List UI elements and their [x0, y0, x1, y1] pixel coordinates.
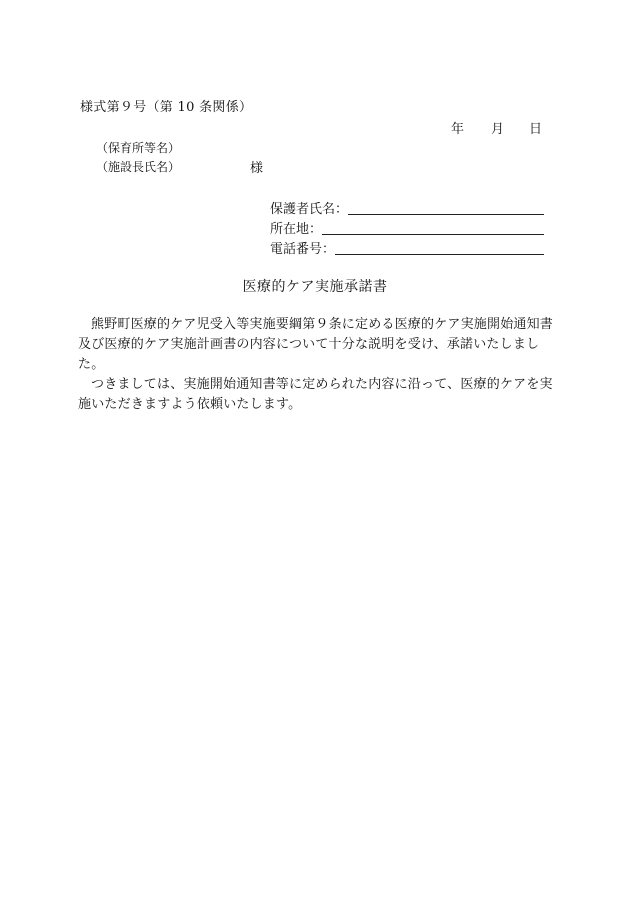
phone-field[interactable] [270, 238, 544, 257]
phone-label: 電話番号： [270, 242, 336, 257]
form-number: 様式第９号（第 10 条関係） [80, 100, 253, 115]
body-paragraph-1: 熊野町医療的ケア児受入等実施要綱第９条に定める医療的ケア実施開始通知書及び医療的ケア実施計画書の内容について十分な説明を受け、承諾いたしました。 [78, 317, 554, 372]
document-title: 医療的ケア実施承諾書 [242, 279, 388, 295]
addressee-facility: （保育所等名） [96, 141, 181, 155]
address-field[interactable] [270, 218, 544, 237]
address-label: 所在地： [270, 222, 323, 237]
date-year-label: 年 [451, 122, 465, 137]
addressee-director: （施設長氏名） [96, 160, 181, 174]
guardian-name-label: 保護者氏名： [270, 202, 349, 217]
body-paragraph-2: つきましては、実施開始通知書等に定められた内容に沿って、医療的ケアを実施いただきますよう依頼いたします。 [78, 377, 553, 412]
address-line[interactable] [322, 220, 544, 235]
date-month-label: 月 [491, 122, 505, 137]
guardian-name-field[interactable] [270, 198, 544, 217]
date-day-label: 日 [529, 122, 543, 137]
date-line [451, 118, 542, 137]
phone-line[interactable] [335, 240, 544, 255]
guardian-name-line[interactable] [348, 200, 544, 215]
addressee-honorific: 様 [250, 161, 264, 176]
document-body [78, 315, 554, 415]
